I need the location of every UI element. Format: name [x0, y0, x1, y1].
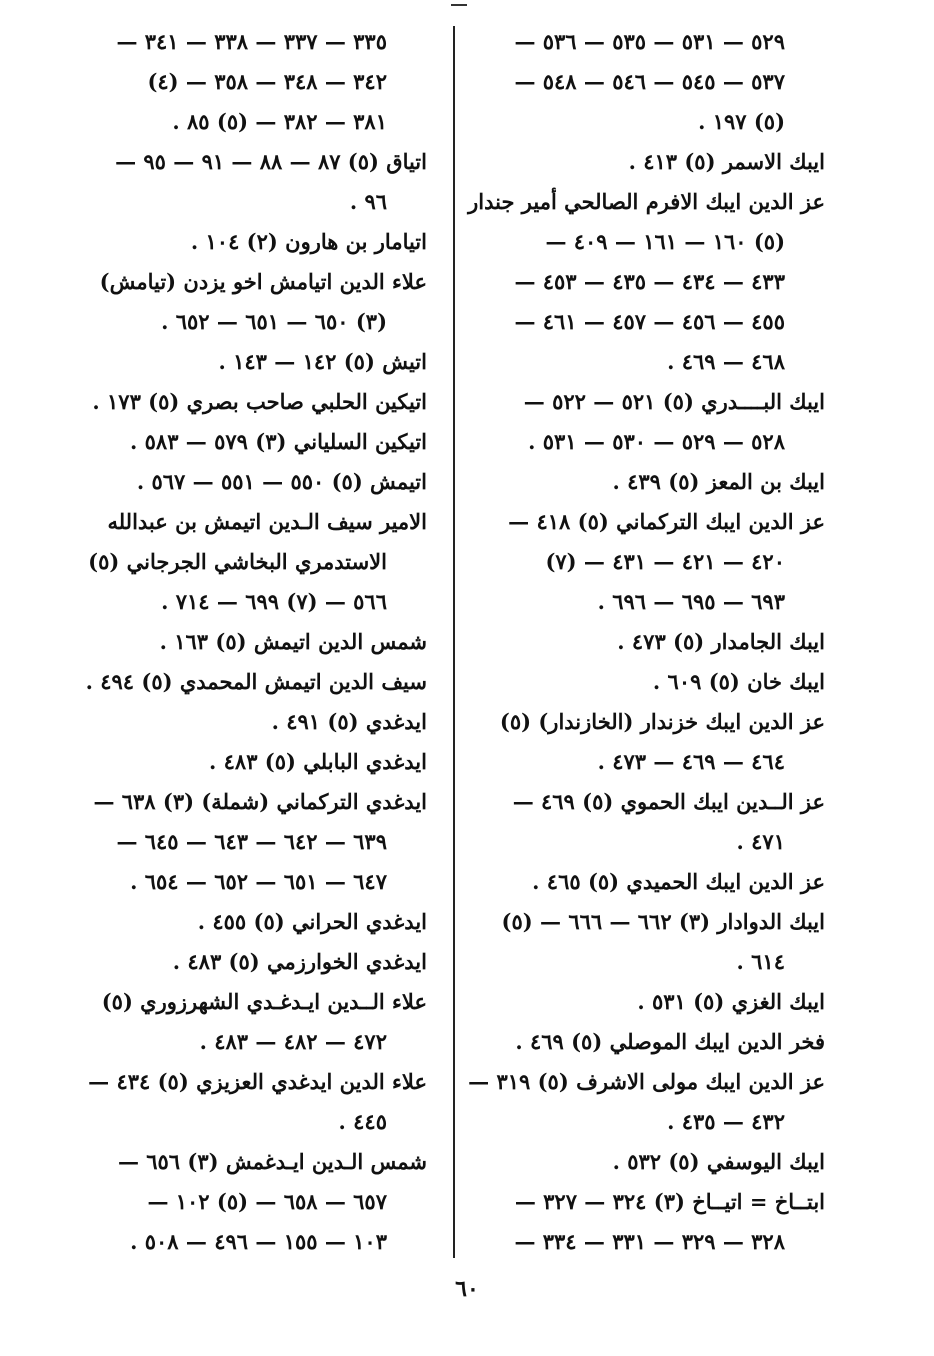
- index-entry: ايبك خان (٥) ٦٠٩ .: [652, 669, 825, 694]
- index-entry: سيف الدين اتيمش المحمدي (٥) ٤٩٤ .: [85, 669, 427, 694]
- index-entry: ايدغدي الخوارزمي (٥) ٤٨٣ .: [172, 949, 427, 974]
- index-entry: عز الــدين ايبك الحموي (٥) ٤٦٩ —: [512, 789, 825, 814]
- index-continuation-line: ٩٦ .: [349, 189, 387, 214]
- index-entry: ايبك الجامدار (٥) ٤٧٣ .: [617, 629, 825, 654]
- index-entry: عز الدين ايبك الافرم الصالحي أمير جندار: [468, 189, 825, 214]
- index-continuation-line: (٥) ١٩٧ .: [698, 109, 785, 134]
- page-number: ٦٠: [455, 1276, 479, 1302]
- index-entry: اتيكين الحلبي صاحب بصري (٥) ١٧٣ .: [92, 389, 427, 414]
- index-continuation-line: ٣٨١ — ٣٨٢ — (٥) ٨٥ .: [172, 109, 387, 134]
- index-column-left: [57, 22, 427, 1262]
- index-entry: اتيش (٥) ١٤٢ — ١٤٣ .: [218, 349, 427, 374]
- index-entry: اتيامار بن هارون (٢) ١٠٤ .: [190, 229, 427, 254]
- index-entry: اتيمش (٥) ٥٥٠ — ٥٥١ — ٥٦٧ .: [136, 469, 427, 494]
- index-continuation-line: ٤٦٤ — ٤٦٩ — ٤٧٣ .: [597, 749, 785, 774]
- index-entry: فخر الدين ايبك الموصلي (٥) ٤٦٩ .: [515, 1029, 825, 1054]
- index-entry: ايبك الاسمر (٥) ٤١٣ .: [628, 149, 825, 174]
- index-entry: ايبك الغزي (٥) ٥٣١ .: [637, 989, 825, 1014]
- index-continuation-line: ٥٢٨ — ٥٢٩ — ٥٣٠ — ٥٣١ .: [528, 429, 785, 454]
- index-continuation-line: الاستدمري البخاشي الجرجاني (٥): [88, 549, 387, 574]
- index-continuation-line: ٦٤٧ — ٦٥١ — ٦٥٢ — ٦٥٤ .: [130, 869, 387, 894]
- index-entry: ايدغدي التركماني (شملة) (٣) ٦٣٨ —: [93, 789, 427, 814]
- index-continuation-line: ٦٥٧ — ٦٥٨ — (٥) ١٠٢ —: [147, 1189, 387, 1214]
- index-continuation-line: (٥) ١٦٠ — ١٦١ — ٤٠٩ —: [545, 229, 785, 254]
- index-continuation-line: ٦١٤ .: [736, 949, 785, 974]
- index-column-right: [455, 22, 825, 1262]
- page-top-mark: [451, 4, 467, 6]
- index-continuation-line: ٤٣٢ — ٤٣٥ .: [667, 1109, 785, 1134]
- index-continuation-line: (٣) ٦٥٠ — ٦٥١ — ٦٥٢ .: [161, 309, 387, 334]
- index-entry: علاء الدين اتيامش اخو يزدن (تيامش): [99, 269, 427, 294]
- index-continuation-line: ٤٦٨ — ٤٦٩ .: [667, 349, 785, 374]
- index-entry: اتياق (٥) ٨٧ — ٨٨ — ٩١ — ٩٥ —: [115, 149, 427, 174]
- index-entry: ايبك بن المعز (٥) ٤٣٩ .: [612, 469, 825, 494]
- index-entry: ايدغدي (٥) ٤٩١ .: [271, 709, 427, 734]
- index-entry: ايدغدي البابلي (٥) ٤٨٣ .: [209, 749, 427, 774]
- index-entry: الامير سيف الـدين اتيمش بن عبدالله: [107, 509, 427, 534]
- index-entry: علاء الــدين ايـدغـدي الشهرزوري (٥): [101, 989, 427, 1014]
- index-entry: عز الدين ايبك مولى الاشرف (٥) ٣١٩ —: [468, 1069, 825, 1094]
- index-entry: شمس الدين اتيمش (٥) ١٦٣ .: [159, 629, 427, 654]
- index-entry: عز الدين ايبك خزندار (الخازندار) (٥): [499, 709, 825, 734]
- index-continuation-line: ٦٣٩ — ٦٤٢ — ٦٤٣ — ٦٤٥ —: [116, 829, 387, 854]
- index-continuation-line: ٥٣٧ — ٥٤٥ — ٥٤٦ — ٥٤٨ —: [514, 69, 785, 94]
- index-entry: ايبك البــــدري (٥) ٥٢١ — ٥٢٢ —: [523, 389, 825, 414]
- index-entry: عز الدين ايبك التركماني (٥) ٤١٨ —: [508, 509, 825, 534]
- index-entry: اتيكين السلياني (٣) ٥٧٩ — ٥٨٣ .: [130, 429, 427, 454]
- index-continuation-line: ٤٣٣ — ٤٣٤ — ٤٣٥ — ٤٥٣ —: [514, 269, 785, 294]
- index-entry: علاء الدين ايدغدي العزيزي (٥) ٤٣٤ —: [88, 1069, 427, 1094]
- index-entry: ايبك الدوادار (٣) ٦٦٢ — ٦٦٦ — (٥): [501, 909, 825, 934]
- index-continuation-line: ٥٦٦ — (٧) ٦٩٩ — ٧١٤ .: [161, 589, 387, 614]
- index-continuation-line: ٤٧١ .: [736, 829, 785, 854]
- index-entry: ايدغدي الحراني (٥) ٤٥٥ .: [197, 909, 427, 934]
- index-continuation-line: ٣٤٢ — ٣٤٨ — ٣٥٨ — (٤): [147, 69, 387, 94]
- index-continuation-line: ١٠٣ — ١٥٥ — ٤٩٦ — ٥٠٨ .: [130, 1229, 387, 1254]
- index-continuation-line: ٤٤٥ .: [338, 1109, 387, 1134]
- index-entry: ابتــاخ = اتيــاخ (٣) ٣٢٤ — ٣٢٧ —: [514, 1189, 825, 1214]
- index-continuation-line: ٤٥٥ — ٤٥٦ — ٤٥٧ — ٤٦١ —: [514, 309, 785, 334]
- index-continuation-line: ٦٩٣ — ٦٩٥ — ٦٩٦ .: [597, 589, 785, 614]
- index-entry: شمس الـدين ايـدغمش (٣) ٦٥٦ —: [117, 1149, 427, 1174]
- index-entry: ايبك اليوسفي (٥) ٥٣٢ .: [612, 1149, 825, 1174]
- index-continuation-line: ٣٢٨ — ٣٢٩ — ٣٣١ — ٣٣٤ —: [514, 1229, 785, 1254]
- column-divider: [453, 26, 455, 1258]
- index-continuation-line: ٤٢٠ — ٤٢١ — ٤٣١ — (٧): [545, 549, 785, 574]
- index-continuation-line: ٣٣٥ — ٣٣٧ — ٣٣٨ — ٣٤١ —: [116, 29, 387, 54]
- index-continuation-line: ٤٧٢ — ٤٨٢ — ٤٨٣ .: [199, 1029, 387, 1054]
- index-entry: عز الدين ايبك الحميدي (٥) ٤٦٥ .: [532, 869, 825, 894]
- index-continuation-line: ٥٢٩ — ٥٣١ — ٥٣٥ — ٥٣٦ —: [514, 29, 785, 54]
